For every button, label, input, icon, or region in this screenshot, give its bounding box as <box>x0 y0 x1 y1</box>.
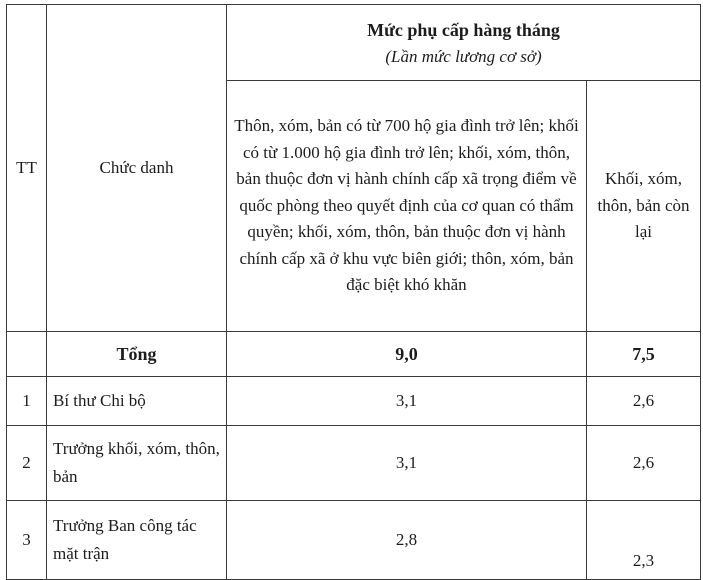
total-row <box>7 332 701 377</box>
header-unit-note: (Lần mức lương cơ sở) <box>385 46 542 66</box>
total-label: Tổng <box>47 332 227 377</box>
header-group-b: Khối, xóm, thôn, bản còn lại <box>587 81 701 332</box>
total-tt-cell <box>7 332 47 377</box>
row-number: 2 <box>7 426 47 501</box>
table-row <box>7 501 701 580</box>
row-title: Trưởng khối, xóm, thôn, bản <box>47 426 227 501</box>
header-monthly-allowance <box>227 5 701 81</box>
allowance-table <box>6 4 701 580</box>
total-group-a: 9,0 <box>227 332 587 377</box>
header-monthly-allowance-title: Mức phụ cấp hàng tháng <box>367 19 560 40</box>
header-row-1 <box>7 5 701 81</box>
total-group-b: 7,5 <box>587 332 701 377</box>
row-group-b-value: 2,6 <box>587 426 701 501</box>
row-title: Bí thư Chi bộ <box>47 377 227 426</box>
row-group-b-value: 2,3 <box>587 501 701 580</box>
header-position: Chức danh <box>47 5 227 332</box>
header-tt: TT <box>7 5 47 332</box>
table-row <box>7 377 701 426</box>
row-group-b-value: 2,6 <box>587 377 701 426</box>
row-title: Trưởng Ban công tác mặt trận <box>47 501 227 580</box>
row-group-a-value: 3,1 <box>227 426 587 501</box>
table-row <box>7 426 701 501</box>
row-number: 1 <box>7 377 47 426</box>
row-group-a-value: 3,1 <box>227 377 587 426</box>
header-group-a: Thôn, xóm, bản có từ 700 hộ gia đình trở lên; khối có từ 1.000 hộ gia đình trở lên; khối, xóm, thôn, bản thuộc đơn vị hành chính cấp xã trọng điểm về quốc phòng theo quyết định của cơ quan có thẩm quyền; khối, xóm, thôn, bản thuộc đơn vị hành chính cấp xã ở khu vực biên giới; thôn, xóm, bản đặc biệt khó khăn <box>227 81 587 332</box>
row-number: 3 <box>7 501 47 580</box>
row-group-a-value: 2,8 <box>227 501 587 580</box>
